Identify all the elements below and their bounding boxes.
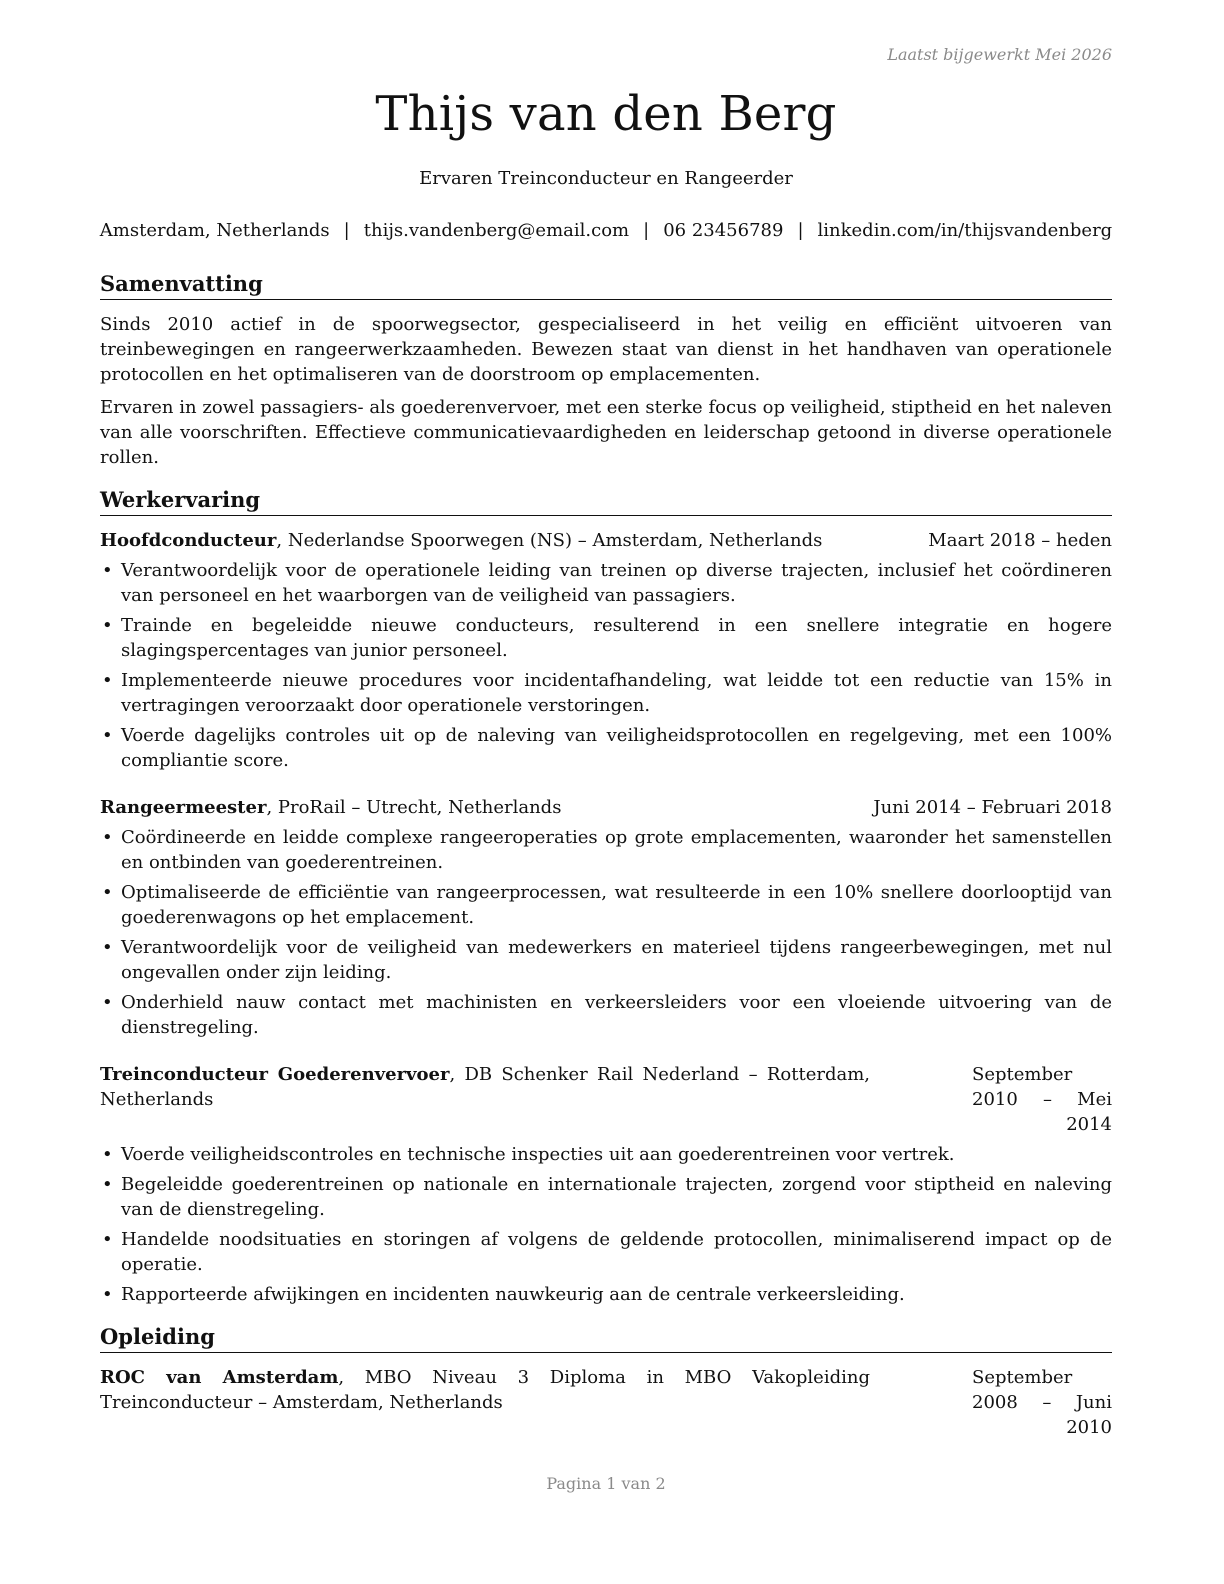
education-dates-line: September 2008 – Juni bbox=[972, 1367, 1112, 1413]
education-dates bbox=[962, 1365, 1112, 1440]
section-title-experience: Werkervaring bbox=[100, 486, 1112, 516]
experience-section bbox=[100, 486, 1112, 1307]
job-bullets bbox=[100, 825, 1112, 1040]
job-role: Rangeermeester bbox=[100, 797, 267, 818]
education-section bbox=[100, 1323, 1112, 1440]
education-entry bbox=[100, 1365, 1112, 1440]
education-detail: , MBO Niveau 3 Diploma in MBO Vakopleiding Treinconducteur – Amsterdam, Netherlands bbox=[100, 1367, 870, 1413]
section-title-summary: Samenvatting bbox=[100, 270, 1112, 300]
list-item: • Rapporteerde afwijkingen en incidenten nauwkeurig aan de centrale verkeersleiding. bbox=[100, 1282, 1112, 1307]
contact-separator: | bbox=[643, 220, 650, 241]
list-item: • Begeleidde goederentreinen op nationale en internationale trajecten, zorgend voor stiptheid en naleving van de dienstregeling. bbox=[100, 1172, 1112, 1222]
job-bullets bbox=[100, 1142, 1112, 1307]
job-entry bbox=[100, 795, 1112, 1040]
job-dates-line: 2014 bbox=[1066, 1114, 1112, 1135]
contact-phone[interactable]: 06 23456789 bbox=[663, 220, 784, 241]
job-dates: Maart 2018 – heden bbox=[928, 530, 1112, 551]
list-item: • Optimaliseerde de efficiëntie van rangeerprocessen, wat resulteerde in een 10% snellere doorlooptijd van goederenwagons op het emplacement. bbox=[100, 880, 1112, 930]
education-school: ROC van Amsterdam bbox=[100, 1367, 339, 1388]
list-item: • Implementeerde nieuwe procedures voor incidentafhandeling, wat leidde tot een reductie van 15% in vertragingen veroorzaakt door operationele verstoringen. bbox=[100, 668, 1112, 718]
resume-page bbox=[100, 0, 1112, 1584]
education-dates-line: 2010 bbox=[1066, 1417, 1112, 1438]
list-item: • Handelde noodsituaties en storingen af volgens de geldende protocollen, minimaliserend impact op de operatie. bbox=[100, 1227, 1112, 1277]
job-entry bbox=[100, 528, 1112, 773]
job-org: , ProRail – Utrecht, Netherlands bbox=[266, 797, 562, 818]
list-item: • Verantwoordelijk voor de operationele leiding van treinen op diverse trajecten, inclusief het coördineren van personeel en het waarborgen van de veiligheid van passagiers. bbox=[100, 558, 1112, 608]
candidate-name: Thijs van den Berg bbox=[375, 86, 837, 142]
section-title-education: Opleiding bbox=[100, 1323, 1112, 1353]
list-item: • Onderhield nauw contact met machinisten en verkeersleiders voor een vloeiende uitvoering van de dienstregeling. bbox=[100, 990, 1112, 1040]
candidate-subtitle: Ervaren Treinconducteur en Rangeerder bbox=[419, 168, 793, 189]
list-item: • Voerde veiligheidscontroles en technische inspecties uit aan goederentreinen voor vertrek. bbox=[100, 1142, 1112, 1167]
page-number: Pagina 1 van 2 bbox=[546, 1474, 666, 1493]
resume-content bbox=[100, 270, 1112, 1456]
job-bullets bbox=[100, 558, 1112, 773]
summary-section bbox=[100, 270, 1112, 470]
job-org: , Nederlandse Spoorwegen (NS) – Amsterdam, Netherlands bbox=[276, 530, 823, 551]
list-item: • Verantwoordelijk voor de veiligheid van medewerkers en materieel tijdens rangeerbewegingen, met nul ongevallen onder zijn leiding. bbox=[100, 935, 1112, 985]
summary-paragraph: Ervaren in zowel passagiers- als goederenvervoer, met een sterke focus op veiligheid, stiptheid en het naleven van alle voorschriften. Effectieve communicatievaardigheden en leiderschap getoond in diverse operationele rollen. bbox=[100, 397, 1112, 468]
list-item: • Voerde dagelijks controles uit op de naleving van veiligheidsprotocollen en regelgeving, met een 100% compliantie score. bbox=[100, 723, 1112, 773]
contact-email[interactable]: thijs.vandenberg@email.com bbox=[363, 220, 630, 241]
job-header bbox=[100, 528, 1112, 553]
job-dates: Juni 2014 – Februari 2018 bbox=[873, 797, 1112, 818]
job-entry bbox=[100, 1062, 1112, 1307]
last-updated: Laatst bijgewerkt Mei 2026 bbox=[887, 45, 1112, 64]
contact-line bbox=[90, 220, 1122, 241]
summary-paragraph: Sinds 2010 actief in de spoorwegsector, gespecialiseerd in het veilig en efficiënt uitvoeren van treinbewegingen en rangeerwerkzaamheden. Bewezen staat van dienst in het handhaven van operationele protocollen en het optimaliseren van de doorstroom op emplacementen. bbox=[100, 314, 1112, 385]
job-role: Hoofdconducteur bbox=[100, 530, 277, 551]
contact-separator: | bbox=[797, 220, 804, 241]
job-role: Treinconducteur Goederenvervoer bbox=[100, 1064, 450, 1085]
list-item: • Trainde en begeleidde nieuwe conducteurs, resulterend in een snellere integratie en hogere slagingspercentages van junior personeel. bbox=[100, 613, 1112, 663]
contact-separator: | bbox=[343, 220, 350, 241]
job-dates bbox=[962, 1062, 1112, 1137]
job-header bbox=[100, 795, 1112, 820]
job-dates-line: September 2010 – Mei bbox=[972, 1064, 1112, 1110]
list-item: • Coördineerde en leidde complexe rangeeroperaties op grote emplacementen, waaronder het samenstellen en ontbinden van goederentreinen. bbox=[100, 825, 1112, 875]
contact-location: Amsterdam, Netherlands bbox=[99, 220, 330, 241]
contact-linkedin[interactable]: linkedin.com/in/thijsvandenberg bbox=[817, 220, 1113, 241]
job-header bbox=[100, 1062, 1112, 1137]
job-org: , DB Schenker Rail Nederland – Rotterdam, Netherlands bbox=[100, 1064, 871, 1110]
